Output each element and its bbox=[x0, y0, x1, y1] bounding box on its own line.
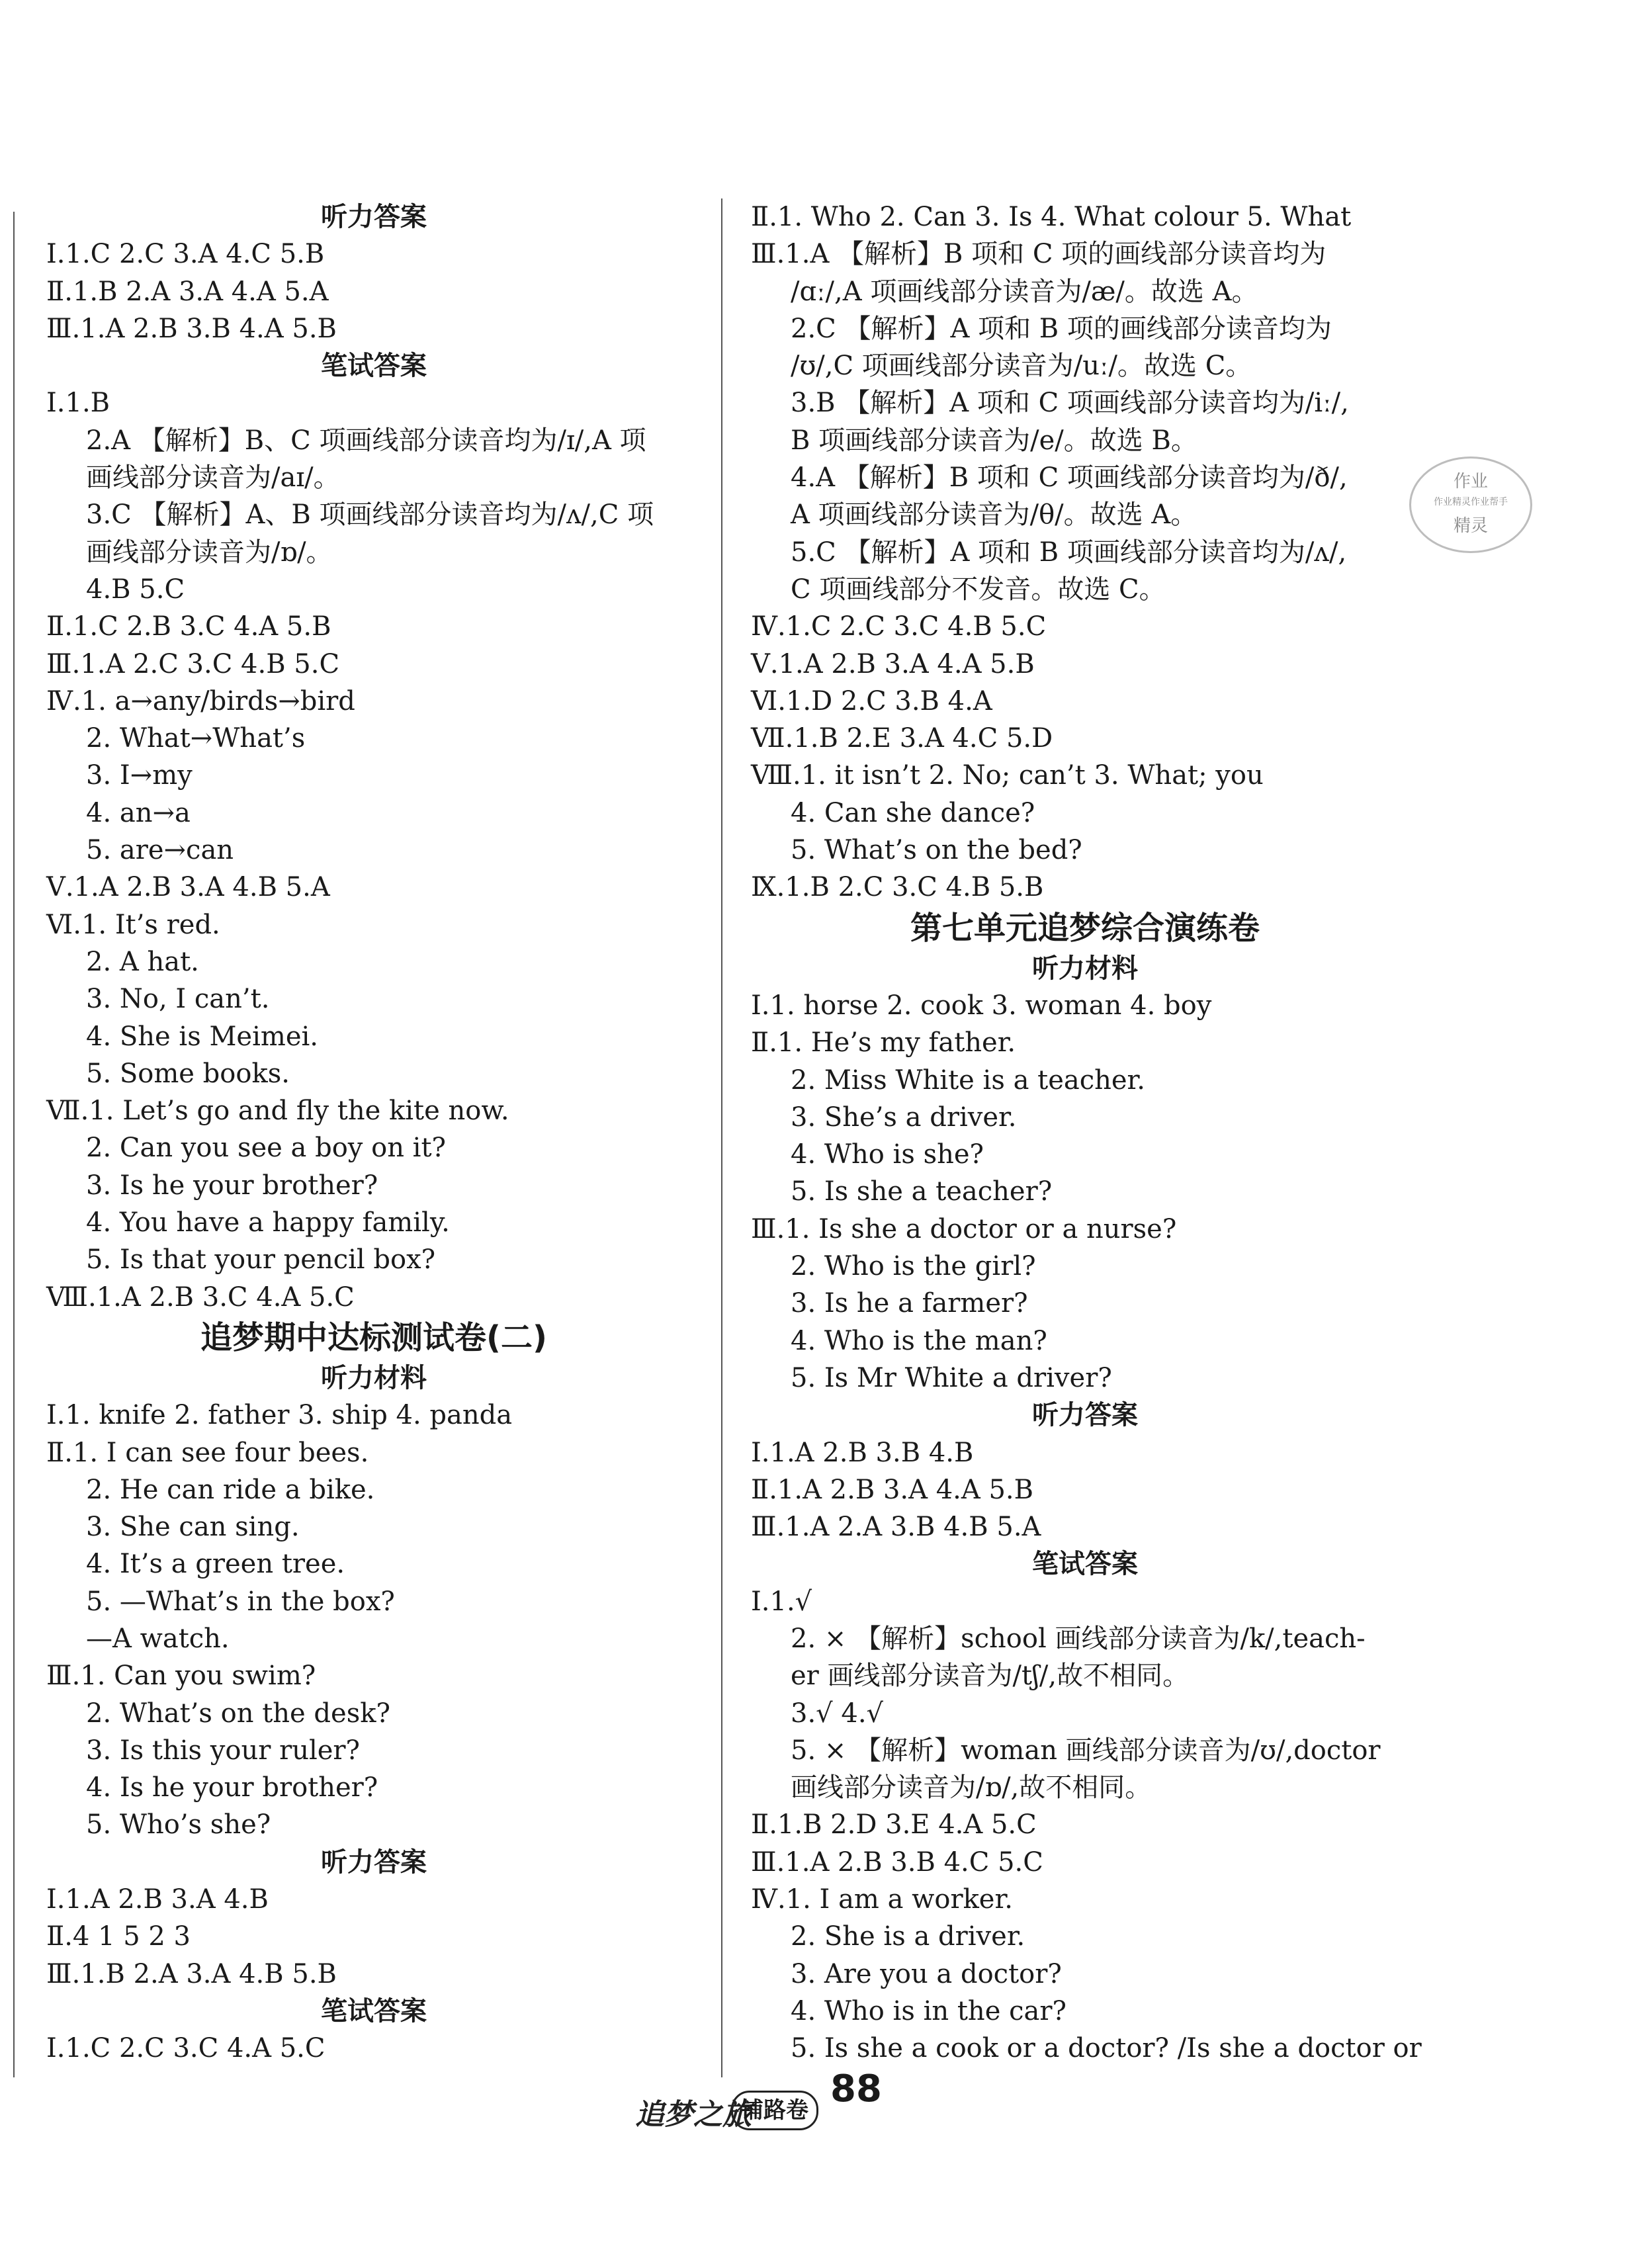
answer-line: 5. Who’s she? bbox=[86, 1809, 271, 1841]
page-number: 88 bbox=[830, 2067, 882, 2110]
answer-line: 画线部分读音为/ɒ/,故不相同。 bbox=[791, 1772, 1152, 1803]
answer-line: Ⅴ.1.A 2.B 3.A 4.B 5.A bbox=[46, 872, 330, 903]
answer-line: 2. She is a driver. bbox=[791, 1921, 1025, 1952]
answer-line: 4. an→a bbox=[86, 797, 191, 828]
answer-line: 2. He can ride a bike. bbox=[86, 1474, 375, 1505]
section-heading: 听力答案 bbox=[1032, 1400, 1138, 1431]
section-title: 追梦期中达标测试卷(二) bbox=[200, 1319, 547, 1356]
answer-line: 3. Are you a doctor? bbox=[791, 1958, 1062, 1989]
answer-line: Ⅱ.1. Who 2. Can 3. Is 4. What colour 5. What bbox=[751, 202, 1352, 232]
answer-line: 3. Is this your ruler? bbox=[86, 1735, 360, 1766]
answer-line: Ⅱ.1. He’s my father. bbox=[751, 1027, 1016, 1059]
footer-series-badge: 铺路卷 bbox=[731, 2091, 818, 2130]
answer-line: Ⅳ.1. I am a worker. bbox=[751, 1884, 1013, 1915]
answer-line: Ⅱ.1.B 2.A 3.A 4.A 5.A bbox=[46, 276, 329, 307]
answer-line: A 项画线部分读音为/θ/。故选 A。 bbox=[791, 499, 1197, 531]
answer-line: Ⅰ.1.A 2.B 3.B 4.B bbox=[751, 1437, 974, 1468]
section-heading: 听力材料 bbox=[321, 1362, 427, 1393]
answer-line: 5. × 【解析】woman 画线部分读音为/ʊ/,doctor bbox=[791, 1735, 1381, 1766]
answer-line: Ⅲ.1.A 【解析】B 项和 C 项的画线部分读音均为 bbox=[751, 239, 1326, 270]
answer-line: Ⅰ.1. knife 2. father 3. ship 4. panda bbox=[46, 1400, 513, 1431]
stamp-bottom-text: 精灵 bbox=[1453, 516, 1488, 536]
footer-logo: 追梦之旅 bbox=[635, 2098, 752, 2132]
right-column bbox=[751, 198, 1422, 2067]
answer-line: Ⅴ.1.A 2.B 3.A 4.A 5.B bbox=[751, 648, 1035, 679]
answer-line: Ⅱ.1.C 2.B 3.C 4.A 5.B bbox=[46, 611, 331, 642]
answer-line: 画线部分读音为/ɒ/。 bbox=[86, 537, 333, 568]
stamp-mid-text: 作业精灵作业帮手 bbox=[1434, 497, 1508, 507]
answer-line: Ⅲ.1. Is she a doctor or a nurse? bbox=[751, 1213, 1177, 1244]
answer-line: 4. Is he your brother? bbox=[86, 1772, 378, 1803]
answer-line: 3. She’s a driver. bbox=[791, 1102, 1017, 1133]
section-heading: 笔试答案 bbox=[321, 1995, 427, 2026]
answer-line: 3.C 【解析】A、B 项画线部分读音均为/ʌ/,C 项 bbox=[86, 499, 654, 531]
answer-line: Ⅱ.1. I can see four bees. bbox=[46, 1437, 369, 1468]
answer-line: 2. What’s on the desk? bbox=[86, 1698, 390, 1729]
section-heading: 听力材料 bbox=[1032, 953, 1138, 984]
answer-line: Ⅸ.1.B 2.C 3.C 4.B 5.B bbox=[751, 872, 1044, 903]
answer-line: 2. A hat. bbox=[86, 946, 199, 977]
section-heading: 笔试答案 bbox=[321, 351, 427, 382]
answer-line: Ⅲ.1.A 2.C 3.C 4.B 5.C bbox=[46, 648, 340, 679]
answer-line: 4. Who is the man? bbox=[791, 1325, 1047, 1356]
answer-line: 3. I→my bbox=[86, 760, 193, 791]
answer-line: 5. Is she a cook or a doctor? /Is she a doctor or bbox=[791, 2033, 1422, 2064]
answer-line: Ⅲ.1.A 2.B 3.B 4.A 5.B bbox=[46, 313, 337, 344]
answer-line: 5. are→can bbox=[86, 835, 234, 866]
answer-line: 2. Can you see a boy on it? bbox=[86, 1133, 446, 1164]
answer-line: Ⅱ.4 1 5 2 3 bbox=[46, 1921, 191, 1952]
answer-line: /ɑː/,A 项画线部分读音为/æ/。故选 A。 bbox=[791, 276, 1258, 307]
answer-line: 3.√ 4.√ bbox=[791, 1698, 884, 1729]
answer-line: 4.A 【解析】B 项和 C 项画线部分读音均为/ð/, bbox=[791, 462, 1348, 494]
answer-line: 5. Is Mr White a driver? bbox=[791, 1362, 1112, 1393]
answer-line: er 画线部分读音为/tʃ/,故不相同。 bbox=[791, 1661, 1190, 1692]
answer-line: 2. Miss White is a teacher. bbox=[791, 1064, 1145, 1096]
answer-line: 3. No, I can’t. bbox=[86, 984, 270, 1015]
answer-line: 3. Is he a farmer? bbox=[791, 1288, 1028, 1319]
answer-line: 4. She is Meimei. bbox=[86, 1021, 318, 1052]
answer-line: Ⅲ.1.A 2.B 3.B 4.C 5.C bbox=[751, 1846, 1043, 1878]
answer-line: Ⅵ.1. It’s red. bbox=[46, 909, 220, 940]
answer-line: 4.B 5.C bbox=[86, 574, 185, 605]
answer-line: 5. Some books. bbox=[86, 1058, 290, 1089]
column-divider bbox=[721, 198, 722, 2077]
answer-line: Ⅰ.1.C 2.C 3.A 4.C 5.B bbox=[46, 239, 325, 270]
answer-line: B 项画线部分读音为/e/。故选 B。 bbox=[791, 425, 1197, 456]
answer-line: Ⅰ.1.C 2.C 3.C 4.A 5.C bbox=[46, 2033, 326, 2064]
answer-line: Ⅵ.1.D 2.C 3.B 4.A bbox=[751, 685, 992, 716]
answer-line: 5. —What’s in the box? bbox=[86, 1586, 395, 1617]
answer-line: Ⅰ.1.B bbox=[46, 388, 110, 419]
answer-line: Ⅳ.1.C 2.C 3.C 4.B 5.C bbox=[751, 611, 1047, 642]
answer-line: 3. Is he your brother? bbox=[86, 1170, 378, 1201]
stamp-top-text: 作业 bbox=[1453, 472, 1488, 492]
answer-line: C 项画线部分不发音。故选 C。 bbox=[791, 574, 1166, 605]
answer-line: /ʊ/,C 项画线部分读音为/uː/。故选 C。 bbox=[791, 351, 1252, 382]
section-title: 第七单元追梦综合演练卷 bbox=[910, 909, 1260, 947]
answer-line: 4. Who is she? bbox=[791, 1139, 984, 1170]
answer-line: 2. × 【解析】school 画线部分读音为/k/,teach- bbox=[791, 1623, 1366, 1654]
answer-line: 5. Is that your pencil box? bbox=[86, 1244, 436, 1276]
answer-line: 画线部分读音为/aɪ/。 bbox=[86, 462, 340, 494]
answer-line: Ⅰ.1.√ bbox=[751, 1586, 812, 1617]
answer-line: Ⅷ.1. it isn’t 2. No; can’t 3. What; you bbox=[751, 760, 1264, 791]
answer-line: Ⅶ.1.B 2.E 3.A 4.C 5.D bbox=[751, 723, 1053, 754]
answer-line: Ⅶ.1. Let’s go and fly the kite now. bbox=[46, 1096, 509, 1127]
answer-line: 4. It’s a green tree. bbox=[86, 1549, 345, 1580]
answer-line: Ⅷ.1.A 2.B 3.C 4.A 5.C bbox=[46, 1281, 355, 1313]
answer-line: Ⅳ.1. a→any/birds→bird bbox=[46, 685, 355, 716]
answer-line: 2. Who is the girl? bbox=[791, 1251, 1036, 1282]
answer-line: —A watch. bbox=[86, 1623, 230, 1654]
answer-line: 2. What→What’s bbox=[86, 723, 306, 754]
left-column bbox=[46, 198, 701, 2067]
section-heading: 听力答案 bbox=[321, 202, 427, 232]
answer-line: Ⅲ.1.A 2.A 3.B 4.B 5.A bbox=[751, 1512, 1041, 1543]
answer-line: Ⅱ.1.A 2.B 3.A 4.A 5.B bbox=[751, 1474, 1034, 1505]
answer-line: 3.B 【解析】A 项和 C 项画线部分读音均为/iː/, bbox=[791, 388, 1349, 419]
answer-line: Ⅰ.1. horse 2. cook 3. woman 4. boy bbox=[751, 990, 1212, 1021]
answer-line: Ⅲ.1.B 2.A 3.A 4.B 5.B bbox=[46, 1958, 337, 1989]
section-heading: 笔试答案 bbox=[1032, 1549, 1138, 1580]
answer-line: 2.A 【解析】B、C 项画线部分读音均为/ɪ/,A 项 bbox=[86, 425, 646, 456]
left-margin-rule bbox=[13, 212, 15, 2077]
answer-line: Ⅲ.1. Can you swim? bbox=[46, 1661, 316, 1692]
answer-line: 5.C 【解析】A 项和 B 项画线部分读音均为/ʌ/, bbox=[791, 537, 1347, 568]
answer-line: Ⅰ.1.A 2.B 3.A 4.B bbox=[46, 1884, 269, 1915]
watermark-stamp bbox=[1409, 456, 1532, 553]
answer-line: 4. You have a happy family. bbox=[86, 1207, 450, 1238]
answer-line: 3. She can sing. bbox=[86, 1512, 300, 1543]
answer-line: Ⅱ.1.B 2.D 3.E 4.A 5.C bbox=[751, 1809, 1037, 1841]
answer-line: 4. Can she dance? bbox=[791, 797, 1035, 828]
answer-line: 4. Who is in the car? bbox=[791, 1995, 1066, 2026]
answer-line: 2.C 【解析】A 项和 B 项的画线部分读音均为 bbox=[791, 313, 1332, 344]
section-heading: 听力答案 bbox=[321, 1846, 427, 1878]
answer-line: 5. What’s on the bed? bbox=[791, 835, 1082, 866]
answer-line: 5. Is she a teacher? bbox=[791, 1176, 1053, 1207]
